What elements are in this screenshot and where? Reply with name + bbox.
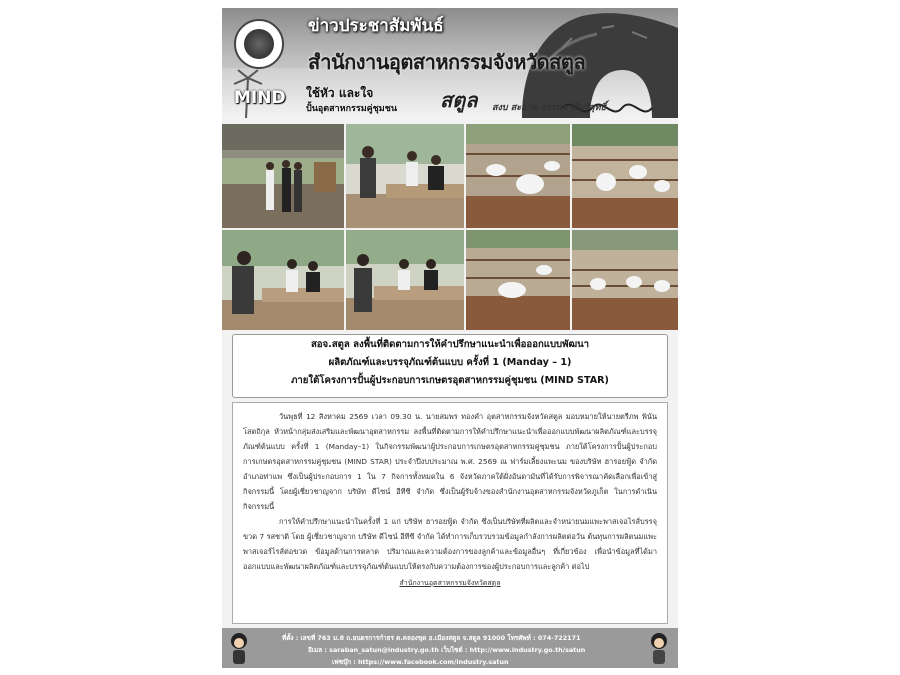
article-paragraph-1: วันพุธที่ 12 สิงหาคม 2569 เวลา 09.30 น. นายสมพร ทองคำ อุตสาหกรรมจังหวัดสตูล มอบหมายให้นายตรีภพ พินันโสตถิกุล หัวหน้ากลุ่มส่งเสริมและพัฒนาอุตสาหกรรม ลงพื้นที่ติดตามการให้คำปรึกษาแนะนำเพื่อออกแบบพัฒนาผลิตภัณฑ์และบรรจุภัณฑ์ต้นแบบ ครั้งที่ 1 (Manday–1) ในกิจกรรมพัฒนาผู้ประกอบการเกษตรอุตสาหกรรมคู่ชุมชน ภายใต้โครงการปั้นผู้ประกอบการเกษตรอุตสาหกรรมคู่ชุมชน (MIND STAR) ประจำปีงบประมาณ พ.ศ. 2569 ณ ฟาร์มเลี้ยงแพะนม ของบริษัท ฮารอยฟู้ด จำกัด อำเภอท่าแพ ซึ่งเป็นผู้ประกอบการ 1 ใน 7 กิจการทั้งหมดใน 6 จังหวัดภาคใต้ฝั่งอันดามันที่ได้รับการพิจารณาคัดเลือกเพื่อเข้าสู่กิจกรรมนี้ โดยผู้เชี่ยวชาญจาก บริษัท ดีไซน์ อีทีซี จำกัด ซึ่งเป็นผู้รับจ้างของสำนักงานอุตสาหกรรมจังหวัดภูเก็ต ในการดำเนินกิจกรรมนี้ [243, 412, 657, 511]
meeting-table-photo-2 [222, 230, 344, 330]
meeting-standing-photo [222, 124, 344, 228]
headline-line-1: สอจ.สตูล ลงพื้นที่ติดตามการให้คำปรึกษาแนะนำเพื่อออกแบบพัฒนา [310, 339, 590, 350]
signature-office: สำนักงานอุตสาหกรรมจังหวัดสตูล [399, 579, 501, 587]
office-name: สำนักงานอุตสาหกรรมจังหวัดสตูล [308, 50, 586, 74]
ministry-seal-logo [234, 19, 284, 69]
headline-line-2: ผลิตภัณฑ์และบรรจุภัณฑ์ต้นแบบ ครั้งที่ 1 (Manday – 1) [328, 357, 572, 368]
news-bulletin [222, 8, 678, 668]
meeting-table-photo-3 [346, 230, 464, 330]
headline-line-3: ภายใต้โครงการปั้นผู้ประกอบการเกษตรอุตสาหกรรมคู่ชุมชน (MIND STAR) [291, 375, 609, 386]
mind-logo-text: MIND [234, 88, 286, 108]
mascot-right-icon [648, 632, 670, 666]
goat-pen-photo-1 [466, 124, 570, 228]
slogan-line-2: ปั้นอุตสาหกรรมคู่ชุมชน [306, 104, 397, 114]
article-body [232, 402, 668, 624]
goat-pen-photo-3 [466, 230, 570, 330]
article-paragraph-2: การให้คำปรึกษาแนะนำในครั้งที่ 1 แก่ บริษัท ฮารอยฟู้ด จำกัด ซึ่งเป็นบริษัทที่ผลิตและจำหน่ายนมแพะพาสเจอไรส์บรรจุขวด 7 รสชาติ โดย ผู้เชี่ยวชาญจาก บริษัท ดีไซน์ อีทีซี จำกัด ได้ทำการเก็บรวบรวมข้อมูลกำลังการผลิตต่อวัน ต้นทุนการผลิตนมแพะพาสเจอร์ไรส์ต่อขวด ข้อมูลด้านการตลาด ปริมาณและความต้องการของลูกค้าและข้อมูลอื่นๆ ที่เกี่ยวข้อง เพื่อนำข้อมูลที่ได้มาออกแบบและพัฒนาผลิตภัณฑ์และบรรจุภัณฑ์ต้นแบบให้ตรงกับความต้องการของผู้ประกอบการและลูกค้า ต่อไป [243, 517, 657, 571]
footer-email-website: อีเมล : saraban_satun@industry.go.th เว็บไซต์ : http://www.industry.go.th/satun [308, 646, 586, 654]
meeting-table-photo-1 [346, 124, 464, 228]
goat-pen-photo-2 [572, 124, 678, 228]
photo-collage [222, 124, 678, 330]
province-tagline: สงบ สะอาด ธรรมชาติบริสุทธิ์ [492, 103, 607, 113]
slogan-line-1: ใช้หัว และใจ [306, 86, 374, 100]
header-banner [222, 8, 678, 118]
headline-box [232, 334, 668, 398]
bulletin-heading: ข่าวประชาสัมพันธ์ [308, 16, 444, 36]
footer-address: ที่ตั้ง : เลขที่ 763 ม.8 ถ.ยนตรการกำธร ต.คลองขุด อ.เมืองสตูล จ.สตูล 91000 โทรศัพท์ : 074-722171 [282, 634, 581, 642]
goat-pen-photo-4 [572, 230, 678, 330]
footer-facebook: เฟซบุ๊ก : https://www.facebook.com/industry.satun [332, 658, 509, 666]
contact-footer [222, 628, 678, 668]
mascot-left-icon [228, 632, 250, 666]
province-logo-text: สตูล [440, 88, 478, 112]
